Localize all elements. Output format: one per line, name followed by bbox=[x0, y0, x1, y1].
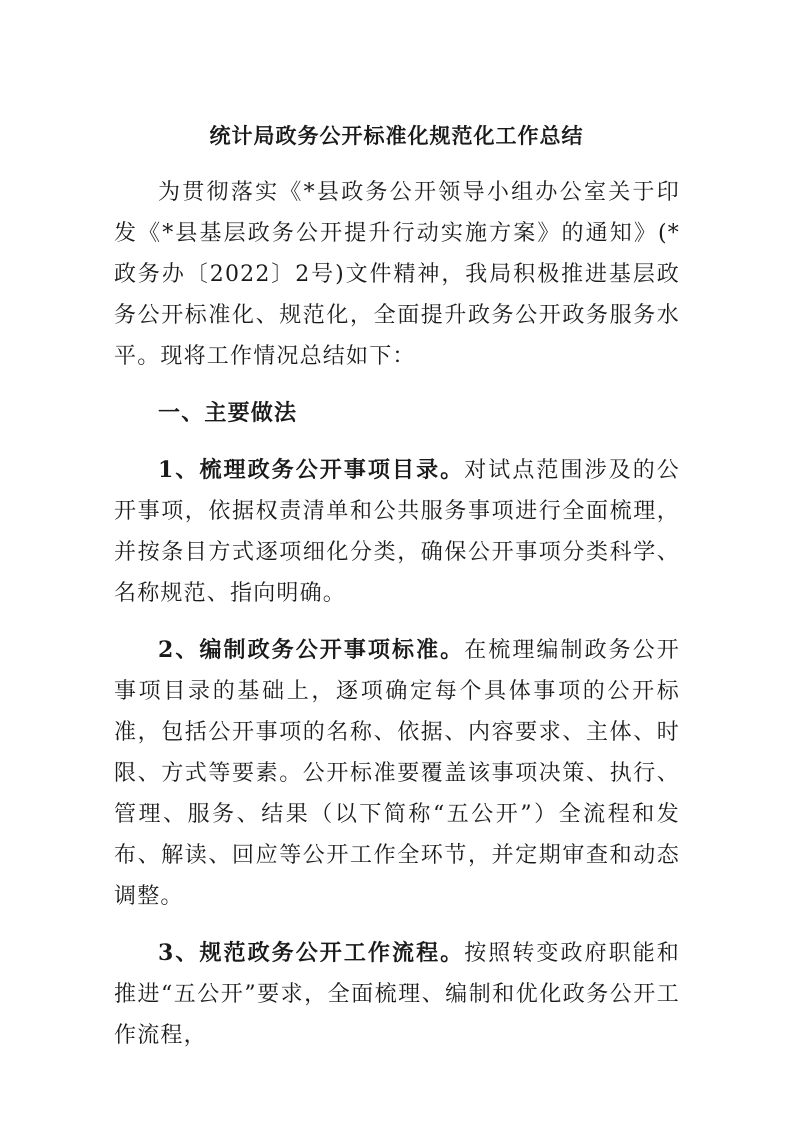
document-body bbox=[114, 172, 680, 1056]
item-lead: 3、规范政务公开工作流程。 bbox=[158, 940, 465, 966]
item-text: 在梳理编制政务公开事项目录的基础上，逐项确定每个具体事项的公开标准，包括公开事项的名称、依据、内容要求、主体、时限、方式等要素。公开标准要覆盖该事项决策、执行、管理、服务、结果（以下简称“五公开”）全流程和发布、解读、回应等公开工作全环节，并定期审查和动态调整。 bbox=[114, 638, 680, 909]
list-item bbox=[114, 630, 680, 917]
item-lead: 2、编制政务公开事项标准。 bbox=[158, 637, 465, 663]
document-title: 统计局政务公开标准化规范化工作总结 bbox=[209, 123, 584, 148]
list-item bbox=[114, 450, 680, 614]
item-text: 按照转变政府职能和推进“五公开”要求，全面梳理、编制和优化政务公开工作流程， bbox=[114, 941, 680, 1048]
list-item bbox=[114, 933, 680, 1056]
item-text: 对试点范围涉及的公开事项，依据权责清单和公共服务事项进行全面梳理，并按条目方式逐项细化分类，确保公开事项分类科学、名称规范、指向明确。 bbox=[114, 458, 680, 606]
item-lead: 1、梳理政务公开事项目录。 bbox=[158, 457, 465, 483]
intro-paragraph: 为贯彻落实《*县政务公开领导小组办公室关于印发《*县基层政务公开提升行动实施方案》的通知》(*政务办〔2022〕2号)文件精神，我局积极推进基层政务公开标准化、规范化，全面提升政务公开政务服务水平。现将工作情况总结如下： bbox=[114, 180, 680, 369]
section-heading-main-practices: 一、主要做法 bbox=[158, 400, 298, 426]
